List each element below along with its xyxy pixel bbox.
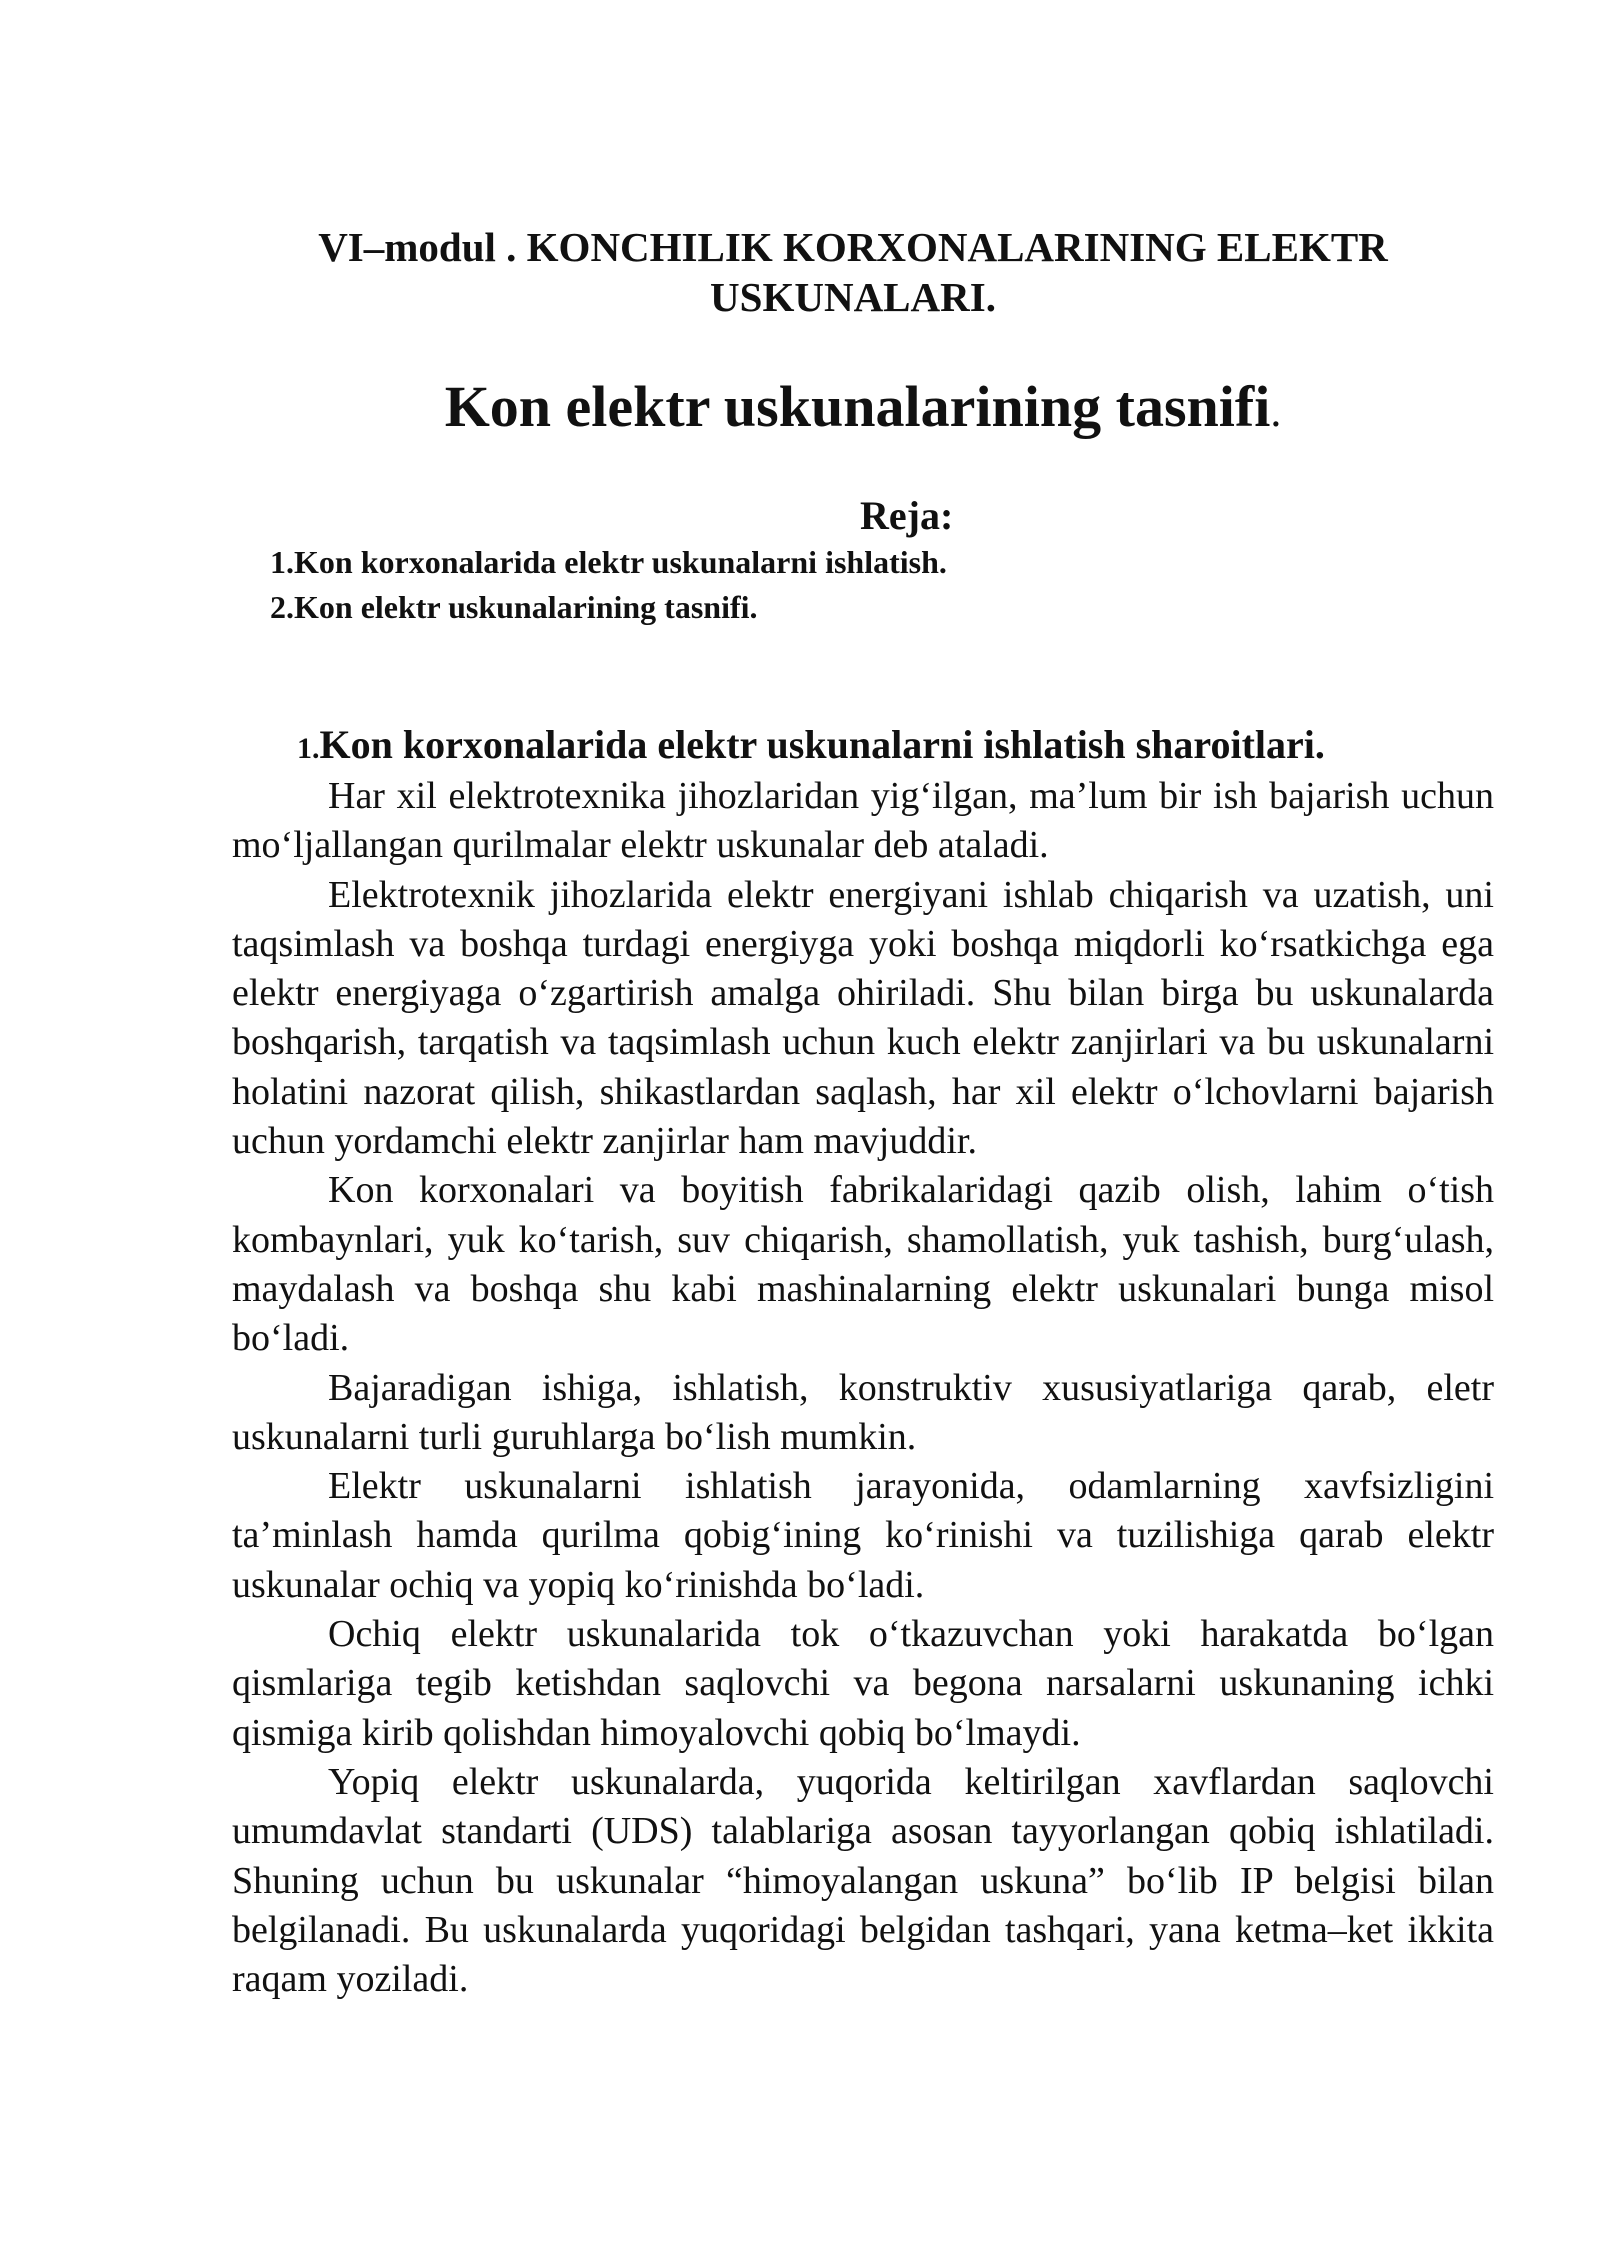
section-number: 1. bbox=[297, 732, 320, 765]
paragraph-2: Elektrotexnik jihozlarida elektr energiyani ishlab chiqarish va uzatish, uni taqsimlash va boshqa turdagi energiyga yoki boshqa miqdorli ko‘rsatkichga ega elektr energiyaga o‘zgartirish amalga ohiriladi. Shu bilan birga bu uskunalarda boshqarish, tarqatish va taqsimlash uchun kuch elektr zanjirlari va bu uskunalarni holatini nazorat qilish, shikastlardan saqlash, har xil elektr o‘lchovlarni bajarish uchun yordamchi elektr zanjirlar ham mavjuddir. bbox=[232, 873, 1494, 1163]
lesson-title-text: Kon elektr uskunalarining tasnifi bbox=[444, 374, 1271, 439]
plan-item-2: 2.Kon elektr uskunalarining tasnifi. bbox=[270, 589, 758, 625]
section-heading bbox=[297, 720, 1325, 774]
module-title bbox=[222, 222, 1484, 322]
lesson-title-dot: . bbox=[1270, 387, 1282, 436]
plan-item-1: 1.Kon korxonalarida elektr uskunalarni ishlatish. bbox=[270, 544, 947, 580]
section-title: Kon korxonalarida elektr uskunalarni ishlatish sharoitlari. bbox=[319, 722, 1325, 767]
paragraph-5: Elektr uskunalarni ishlatish jarayonida, odamlarning xavfsizligini ta’minlash hamda qurilma qobig‘ining ko‘rinishi va tuzilishiga qarab elektr uskunalar ochiq va yopiq ko‘rinishda bo‘ladi. bbox=[232, 1465, 1494, 1606]
section-body bbox=[232, 772, 1494, 2004]
module-title-line-2: USKUNALARI. bbox=[710, 274, 996, 320]
paragraph-6: Ochiq elektr uskunalarida tok o‘tkazuvchan yoki harakatda bo‘lgan qismlariga tegib ketishdan saqlovchi va begona narsalarni uskunaning ichki qismiga kirib qolishdan himoyalovchi qobiq bo‘lmaydi. bbox=[232, 1613, 1494, 1754]
paragraph-3: Kon korxonalari va boyitish fabrikalaridagi qazib olish, lahim o‘tish kombaynlari, yuk ko‘tarish, suv chiqarish, shamollatish, yuk tashish, burg‘ulash, maydalash va boshqa shu kabi mashinalarning elektr uskunalari bunga misol bo‘ladi. bbox=[232, 1169, 1494, 1360]
paragraph-7: Yopiq elektr uskunalarda, yuqorida keltirilgan xavflardan saqlovchi umumdavlat standarti (UDS) talablariga asosan tayyorlangan qobiq ishlatiladi. Shuning uchun bu uskunalar “himoyalangan uskuna” bo‘lib IP belgisi bilan belgilanadi. Bu uskunalarda yuqoridagi belgidan tashqari, yana ketma–ket ikkita raqam yoziladi. bbox=[232, 1760, 1494, 2001]
plan-heading: Reja: bbox=[860, 493, 954, 538]
module-title-line-1: VI–modul . KONCHILIK KORXONALARINING ELEKTR bbox=[318, 224, 1388, 270]
lesson-title bbox=[232, 372, 1494, 447]
paragraph-4: Bajaradigan ishiga, ishlatish, konstruktiv xususiyatlariga qarab, eletr uskunalarni turli guruhlarga bo‘lish mumkin. bbox=[232, 1366, 1494, 1458]
plan-list bbox=[270, 540, 947, 630]
paragraph-1: Har xil elektrotexnika jihozlaridan yig‘ilgan, ma’lum bir ish bajarish uchun mo‘ljallangan qurilmalar elektr uskunalar deb ataladi. bbox=[232, 775, 1494, 867]
